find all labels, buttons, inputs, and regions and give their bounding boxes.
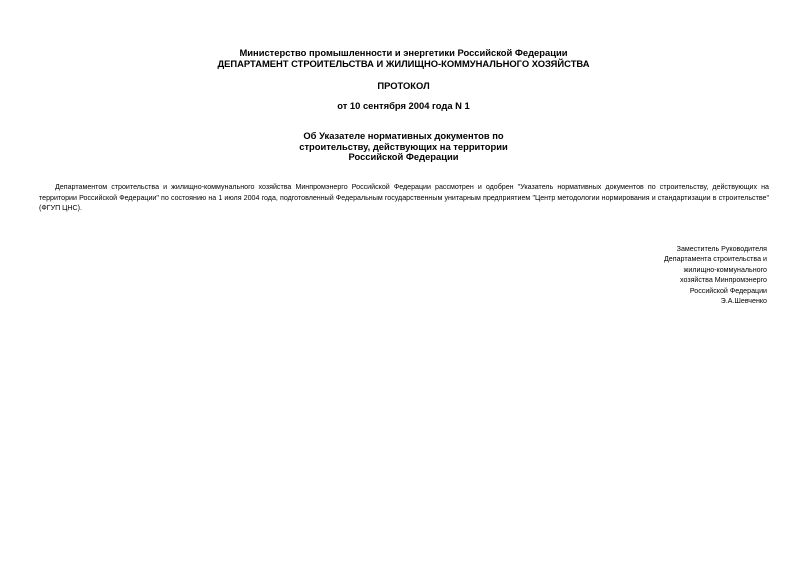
document-type: ПРОТОКОЛ: [377, 80, 430, 91]
signature-line: Заместитель Руководителя: [676, 245, 767, 253]
signature-line: Департамента строительства и: [664, 255, 767, 264]
document-subject: [0, 131, 807, 163]
signature-line: жилищно-коммунального: [683, 265, 767, 274]
department-name: ДЕПАРТАМЕНТ СТРОИТЕЛЬСТВА И ЖИЛИЩНО-КОММУНАЛЬНОГО ХОЗЯЙСТВА: [217, 58, 590, 69]
signatory-name: Э.А.Шевченко: [720, 297, 767, 306]
signature-line: хозяйства Минпромэнерго: [680, 276, 767, 285]
document-header: [0, 47, 807, 69]
signature-line: Российской Федерации: [689, 286, 767, 295]
subject-line: Российской Федерации: [348, 151, 459, 162]
signature-block: [664, 244, 767, 306]
subject-line: строительству, действующих на территории: [299, 140, 508, 152]
ministry-name: Министерство промышленности и энергетики Российской Федерации: [239, 47, 568, 58]
subject-line: Об Указателе нормативных документов по: [303, 130, 504, 141]
body-paragraph: Департаментом строительства и жилищно-коммунального хозяйства Минпромэнерго Российской Федерации рассмотрен и одобрен "Указатель нормативных документов по строительству, действующих на территории Российской Федерации" по состоянию на 1 июля 2004 года, подготовленный Федеральным государственным унитарным предприятием "Центр методологии нормирования и стандартизации в строительстве" (ФГУП ЦНС).: [39, 183, 769, 213]
document-date-number: от 10 сентября 2004 года N 1: [337, 100, 470, 111]
